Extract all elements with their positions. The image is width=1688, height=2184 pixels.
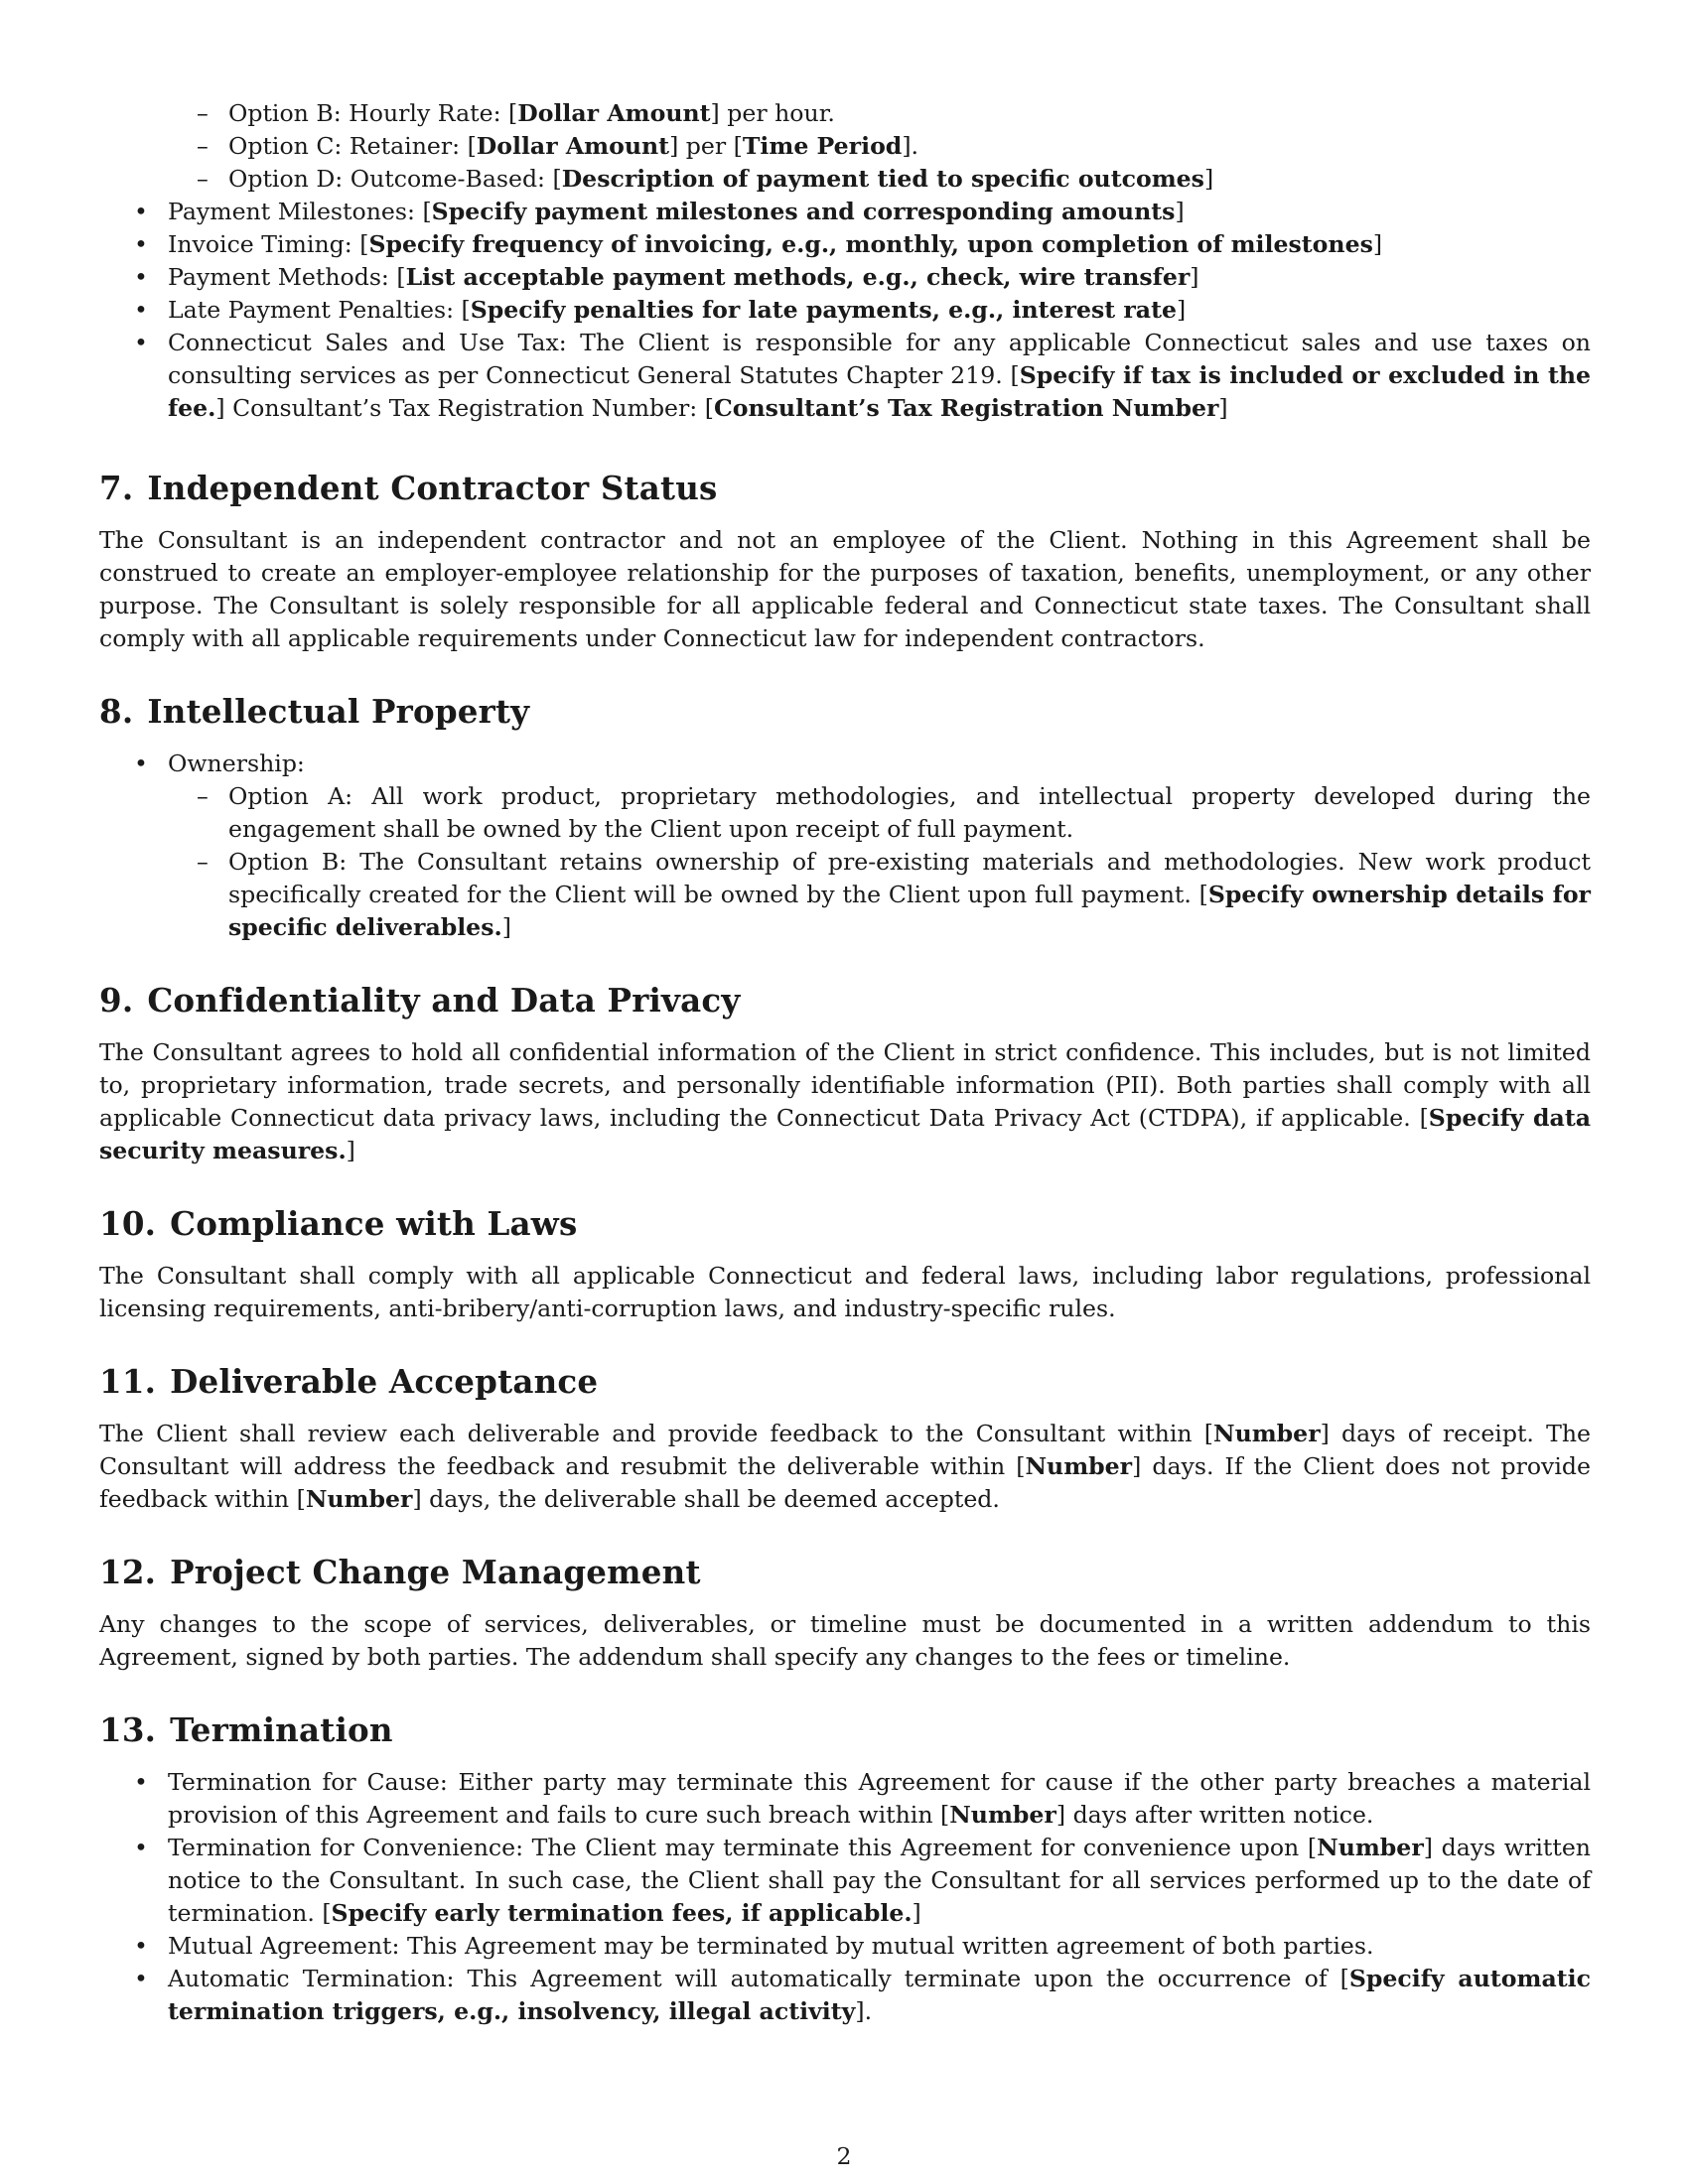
ownership-item: • Ownership: [99,748,1591,780]
dash-marker: – [197,99,209,127]
bullet-marker: • [134,230,148,258]
page-number: 2 [836,2142,852,2170]
termination-for-convenience-item: • Termination for Convenience: The Client may terminate this Agreement for convenience upon [Number] days written notice to the Consultant. In such case, the Client shall pay the Consultant for all services performed up to the date of termination. [Specify early termination fees, if applicable.] [134,1834,1592,1927]
section-7-body: The Consultant is an independent contractor and not an employee of the Client. Nothing in this Agreement shall be construed to create an employer-employee relationship for the purposes of taxation, benefits, unemployment, or any other purpose. The Consultant is solely responsible for all applicable federal and Connecticut state taxes. The Consultant shall comply with all applicable requirements under Connecticut law for independent contractors. [99,526,1591,652]
ownership-option-a: – Option A: All work product, proprietary methodologies, and intellectual property developed during the engagement shall be owned by the Client upon receipt of full payment. [197,782,1591,843]
dash-marker: – [197,848,209,876]
section-heading-10: 10. Compliance with Laws [99,1204,578,1243]
payment-milestones-item: • Payment Milestones: [Specify payment milestones and corresponding amounts] [99,196,1591,228]
section-heading-11: 11. Deliverable Acceptance [99,1362,599,1401]
fee-option-c: – Option C: Retainer: [Dollar Amount] per [Time Period]. [99,130,1591,163]
sales-use-tax-item: • Connecticut Sales and Use Tax: The Client is responsible for any applicable Connecticut sales and use taxes on consulting services as per Connecticut General Statutes Chapter 219. [Specify if tax is included or excluded in the fee.] Consultant’s Tax Registration Number: [Consultant’s Tax Registration Number] [134,329,1592,422]
section-9-body: The Consultant agrees to hold all confidential information of the Client in strict confidence. This includes, but is not limited to, proprietary information, trade secrets, and personally identifiable information (PII). Both parties shall comply with all applicable Connecticut data privacy laws, including the Connecticut Data Privacy Act (CTDPA), if applicable. [Specify data security measures.] [99,1038,1592,1164]
payment-methods-item: • Payment Methods: [List acceptable payment methods, e.g., check, wire transfer] [99,261,1591,294]
section-heading-13: 13. Termination [99,1710,393,1749]
section-10-body: The Consultant shall comply with all applicable Connecticut and federal laws, including labor regulations, professional licensing requirements, anti-bribery/anti-corruption laws, and industry-specific rules. [99,1262,1591,1322]
bullet-marker: • [134,1768,148,1796]
bullet-marker: • [134,329,148,356]
bullet-marker: • [134,296,148,324]
ownership-option-b: – Option B: The Consultant retains ownership of pre-existing materials and methodologies. New work product specifically created for the Client will be owned by the Client upon full payment. [Specify ownership details for specific deliverables.] [197,848,1591,941]
termination-for-cause-item: • Termination for Cause: Either party may terminate this Agreement for cause if the other party breaches a material provision of this Agreement and fails to cure such breach within [Number] days after written notice. [134,1768,1591,1829]
late-payment-penalties-item: • Late Payment Penalties: [Specify penalties for late payments, e.g., interest rate] [99,294,1591,327]
bullet-marker: • [134,1965,148,1992]
bullet-marker: • [134,750,148,777]
dash-marker: – [197,165,209,193]
dash-marker: – [197,782,209,810]
mutual-agreement-item: • Mutual Agreement: This Agreement may be terminated by mutual written agreement of both parties. [99,1930,1591,1963]
bullet-marker: • [134,1932,148,1960]
bullet-marker: • [134,198,148,225]
invoice-timing-item: • Invoice Timing: [Specify frequency of invoicing, e.g., monthly, upon completion of milestones] [99,228,1591,261]
section-12-body: Any changes to the scope of services, deliverables, or timeline must be documented in a written addendum to this Agreement, signed by both parties. The addendum shall specify any changes to the fees or timeline. [99,1610,1591,1671]
fee-option-d: – Option D: Outcome-Based: [Description of payment tied to specific outcomes] [99,163,1591,196]
fee-option-b: – Option B: Hourly Rate: [Dollar Amount] per hour. [99,97,1591,130]
dash-marker: – [197,132,209,160]
section-heading-8: 8. Intellectual Property [99,692,530,731]
section-11-body: The Client shall review each deliverable and provide feedback to the Consultant within [Number] days of receipt. The Consultant will address the feedback and resubmit the deliverable within [Number] days. If the Client does not provide feedback within [Number] days, the deliverable shall be deemed accepted. [99,1420,1591,1513]
automatic-termination-item: • Automatic Termination: This Agreement will automatically terminate upon the occurrence of [Specify automatic termination triggers, e.g., insolvency, illegal activity]. [134,1965,1591,2025]
section-heading-12: 12. Project Change Management [99,1553,701,1591]
bullet-marker: • [134,1834,148,1861]
document-page [99,97,1591,2028]
section-heading-9: 9. Confidentiality and Data Privacy [99,981,741,1020]
section-heading-7: 7. Independent Contractor Status [99,469,718,507]
bullet-marker: • [134,263,148,291]
